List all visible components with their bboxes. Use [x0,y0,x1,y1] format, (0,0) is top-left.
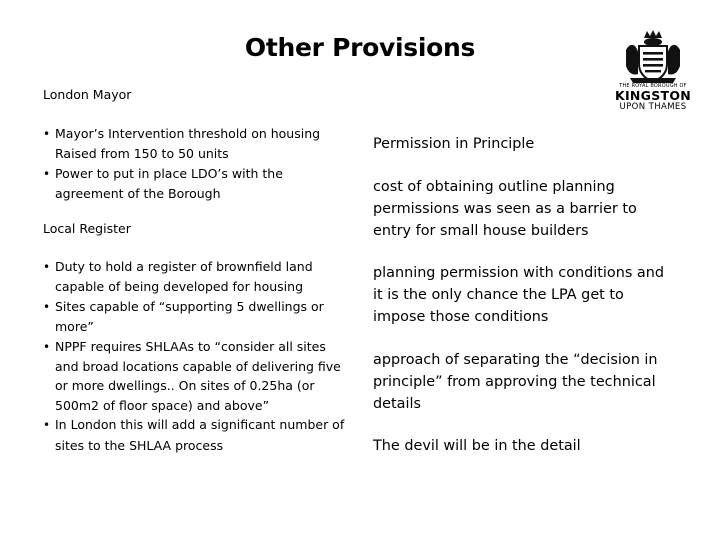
slide-title: Other Provisions [244,33,476,62]
pip-paragraph: The devil will be in the detail [373,438,581,454]
kingston-logo [612,84,694,111]
logo-line-2: KINGSTON [614,88,692,103]
logo-line-1: THE ROYAL BOROUGH OF [619,83,687,89]
register-bullet: • Sites capable of “supporting 5 dwellings or more” [43,297,353,337]
logo-line-3: UPON THAMES [619,101,687,112]
mayor-bullet: • Power to put in place LDO’s with the agreement of the Borough [43,164,353,204]
pip-paragraph: cost of obtaining outline planning permissions was seen as a barrier to entry for small house builders [373,179,637,239]
mayor-bullet: • Mayor’s Intervention threshold on housing Raised from 150 to 50 units [43,124,353,164]
mayor-bullets [43,124,353,204]
register-bullets [43,257,353,455]
pip-paragraph: planning permission with conditions and it is the only chance the LPA get to impose those conditions [373,265,664,325]
register-bullet: • Duty to hold a register of brownfield land capable of being developed for housing [43,257,353,297]
register-bullet: • NPPF requires SHLAAs to “consider all sites and broad locations capable of delivering five or more dwellings.. On sites of 0.25ha (or 500m2 of floor space) and above” [43,337,353,416]
mayor-heading: London Mayor [43,87,132,102]
register-heading: Local Register [43,221,131,236]
pip-heading: Permission in Principle [373,136,535,152]
pip-paragraph: approach of separating the “decision in principle” from approving the technical details [373,352,658,412]
register-bullet: • In London this will add a significant number of sites to the SHLAA process [43,415,353,455]
